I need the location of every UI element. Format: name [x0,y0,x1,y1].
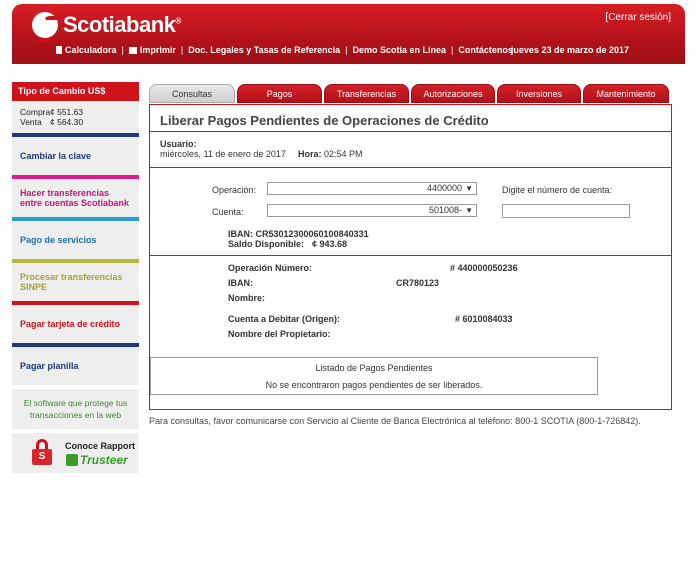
login-date: miércoles, 11 de enero de 2017 [160,149,286,159]
exchange-rate-title: Tipo de Cambio US$ [12,82,139,101]
sidebar-item-tarjeta[interactable]: Pagar tarjeta de crédito [12,305,139,343]
top-nav: Calculadora | Imprimir | Doc. Legales y Tasas de Referencia | Demo Scotia en Línea | Contáctenos [56,45,513,55]
balance-value: ¢ 943.68 [312,239,348,249]
sidebar-item-transferencias[interactable]: Hacer transferencias entre cuentas Scotiabank [12,179,139,217]
nav-contactenos[interactable]: Contáctenos [458,45,513,55]
nav-doc-legales[interactable]: Doc. Legales y Tasas de Referencia [188,45,341,55]
iban-value: CR780123 [396,278,440,288]
divider-line [150,131,671,132]
divider-line [150,255,671,256]
logout-link[interactable]: [Cerrar sesión] [605,12,671,23]
scotiabank-logo-icon [32,12,58,38]
page-title: Liberar Pagos Pendientes de Operaciones de Crédito [160,113,489,128]
main-tabs [149,84,671,103]
hour-label: Hora: [298,149,322,159]
nav-imprimir[interactable]: Imprimir [139,45,176,55]
pending-title: Listado de Pagos Pendientes [315,363,433,373]
divider-line [150,167,671,168]
footer-contact-text: Para consultas, favor comunicarse con Servicio al Cliente de Banca Electrónica al teléfono: 800-1 SCOTIA (800-1-726842). [149,416,641,426]
chevron-down-icon: ▼ [465,206,473,215]
account-number-input[interactable] [502,204,630,218]
tab-inversiones[interactable]: Inversiones [497,84,581,103]
rapport-promo-text[interactable]: El software que protege tus transacciones en la web [12,389,139,429]
account-select[interactable]: 501008- ▼ [267,204,477,217]
balance-label: Saldo Disponible: [228,239,305,249]
name-label: Nombre: [228,293,266,303]
sidebar-item-planilla[interactable]: Pagar planilla [12,347,139,385]
tab-transferencias[interactable]: Transferencias [324,84,409,103]
exchange-rate-box [12,82,139,133]
pending-empty-message: No se encontraron pagos pendientes de ser liberados. [265,380,483,390]
operation-label: Operación: [212,185,257,195]
buy-rate: Compra ¢ 551.63 [20,107,84,117]
owner-label: Nombre del Propietario: [228,329,331,339]
iban-label: IBAN: [228,278,253,288]
current-date: jueves 23 de marzo de 2017 [510,45,629,55]
user-label: Usuario: [160,139,197,149]
debit-value: # 6010084033 [455,314,513,324]
sidebar [12,82,139,473]
trusteer-logo: Trusteer [66,453,128,467]
tab-autorizaciones[interactable]: Autorizaciones [411,84,495,103]
debit-label: Cuenta a Debitar (Origen): [228,314,341,324]
tab-pagos[interactable]: Pagos [237,84,322,103]
sidebar-item-cambiar-clave[interactable]: Cambiar la clave [12,137,139,175]
iban-line: IBAN: CR53012300060100840331 [228,229,369,239]
operation-select[interactable]: 4400000 ▼ [267,182,477,195]
header-banner [12,4,685,64]
hour-value: 02:54 PM [324,149,363,159]
scotiabank-logo[interactable] [32,12,181,38]
brand-name: Scotiabank® [63,12,181,37]
chevron-down-icon: ▼ [465,184,473,193]
rapport-label: Conoce Rapport [65,441,136,451]
sell-rate: Venta ¢ 564.30 [20,117,84,127]
main-panel [149,104,672,410]
tab-consultas[interactable]: Consultas [149,84,235,103]
nav-demo[interactable]: Demo Scotia en Línea [352,45,447,55]
account-number-label: Digite el número de cuenta: [502,185,613,195]
rapport-banner[interactable] [12,433,139,473]
pending-payments-box [150,357,598,395]
tab-mantenimiento[interactable]: Mantenimiento [583,84,669,103]
account-label: Cuenta: [212,207,244,217]
trusteer-icon [66,454,78,466]
op-number-label: Operación Número: [228,263,313,273]
op-number-value: # 440000050236 [450,263,518,273]
lock-icon: S [32,439,52,465]
sidebar-item-sinpe[interactable]: Procesar transferencias SINPE [12,263,139,301]
printer-icon [129,47,137,54]
sidebar-item-pago-servicios[interactable]: Pago de servicios [12,221,139,259]
nav-calculadora[interactable]: Calculadora [65,45,117,55]
calculator-icon [56,46,62,54]
